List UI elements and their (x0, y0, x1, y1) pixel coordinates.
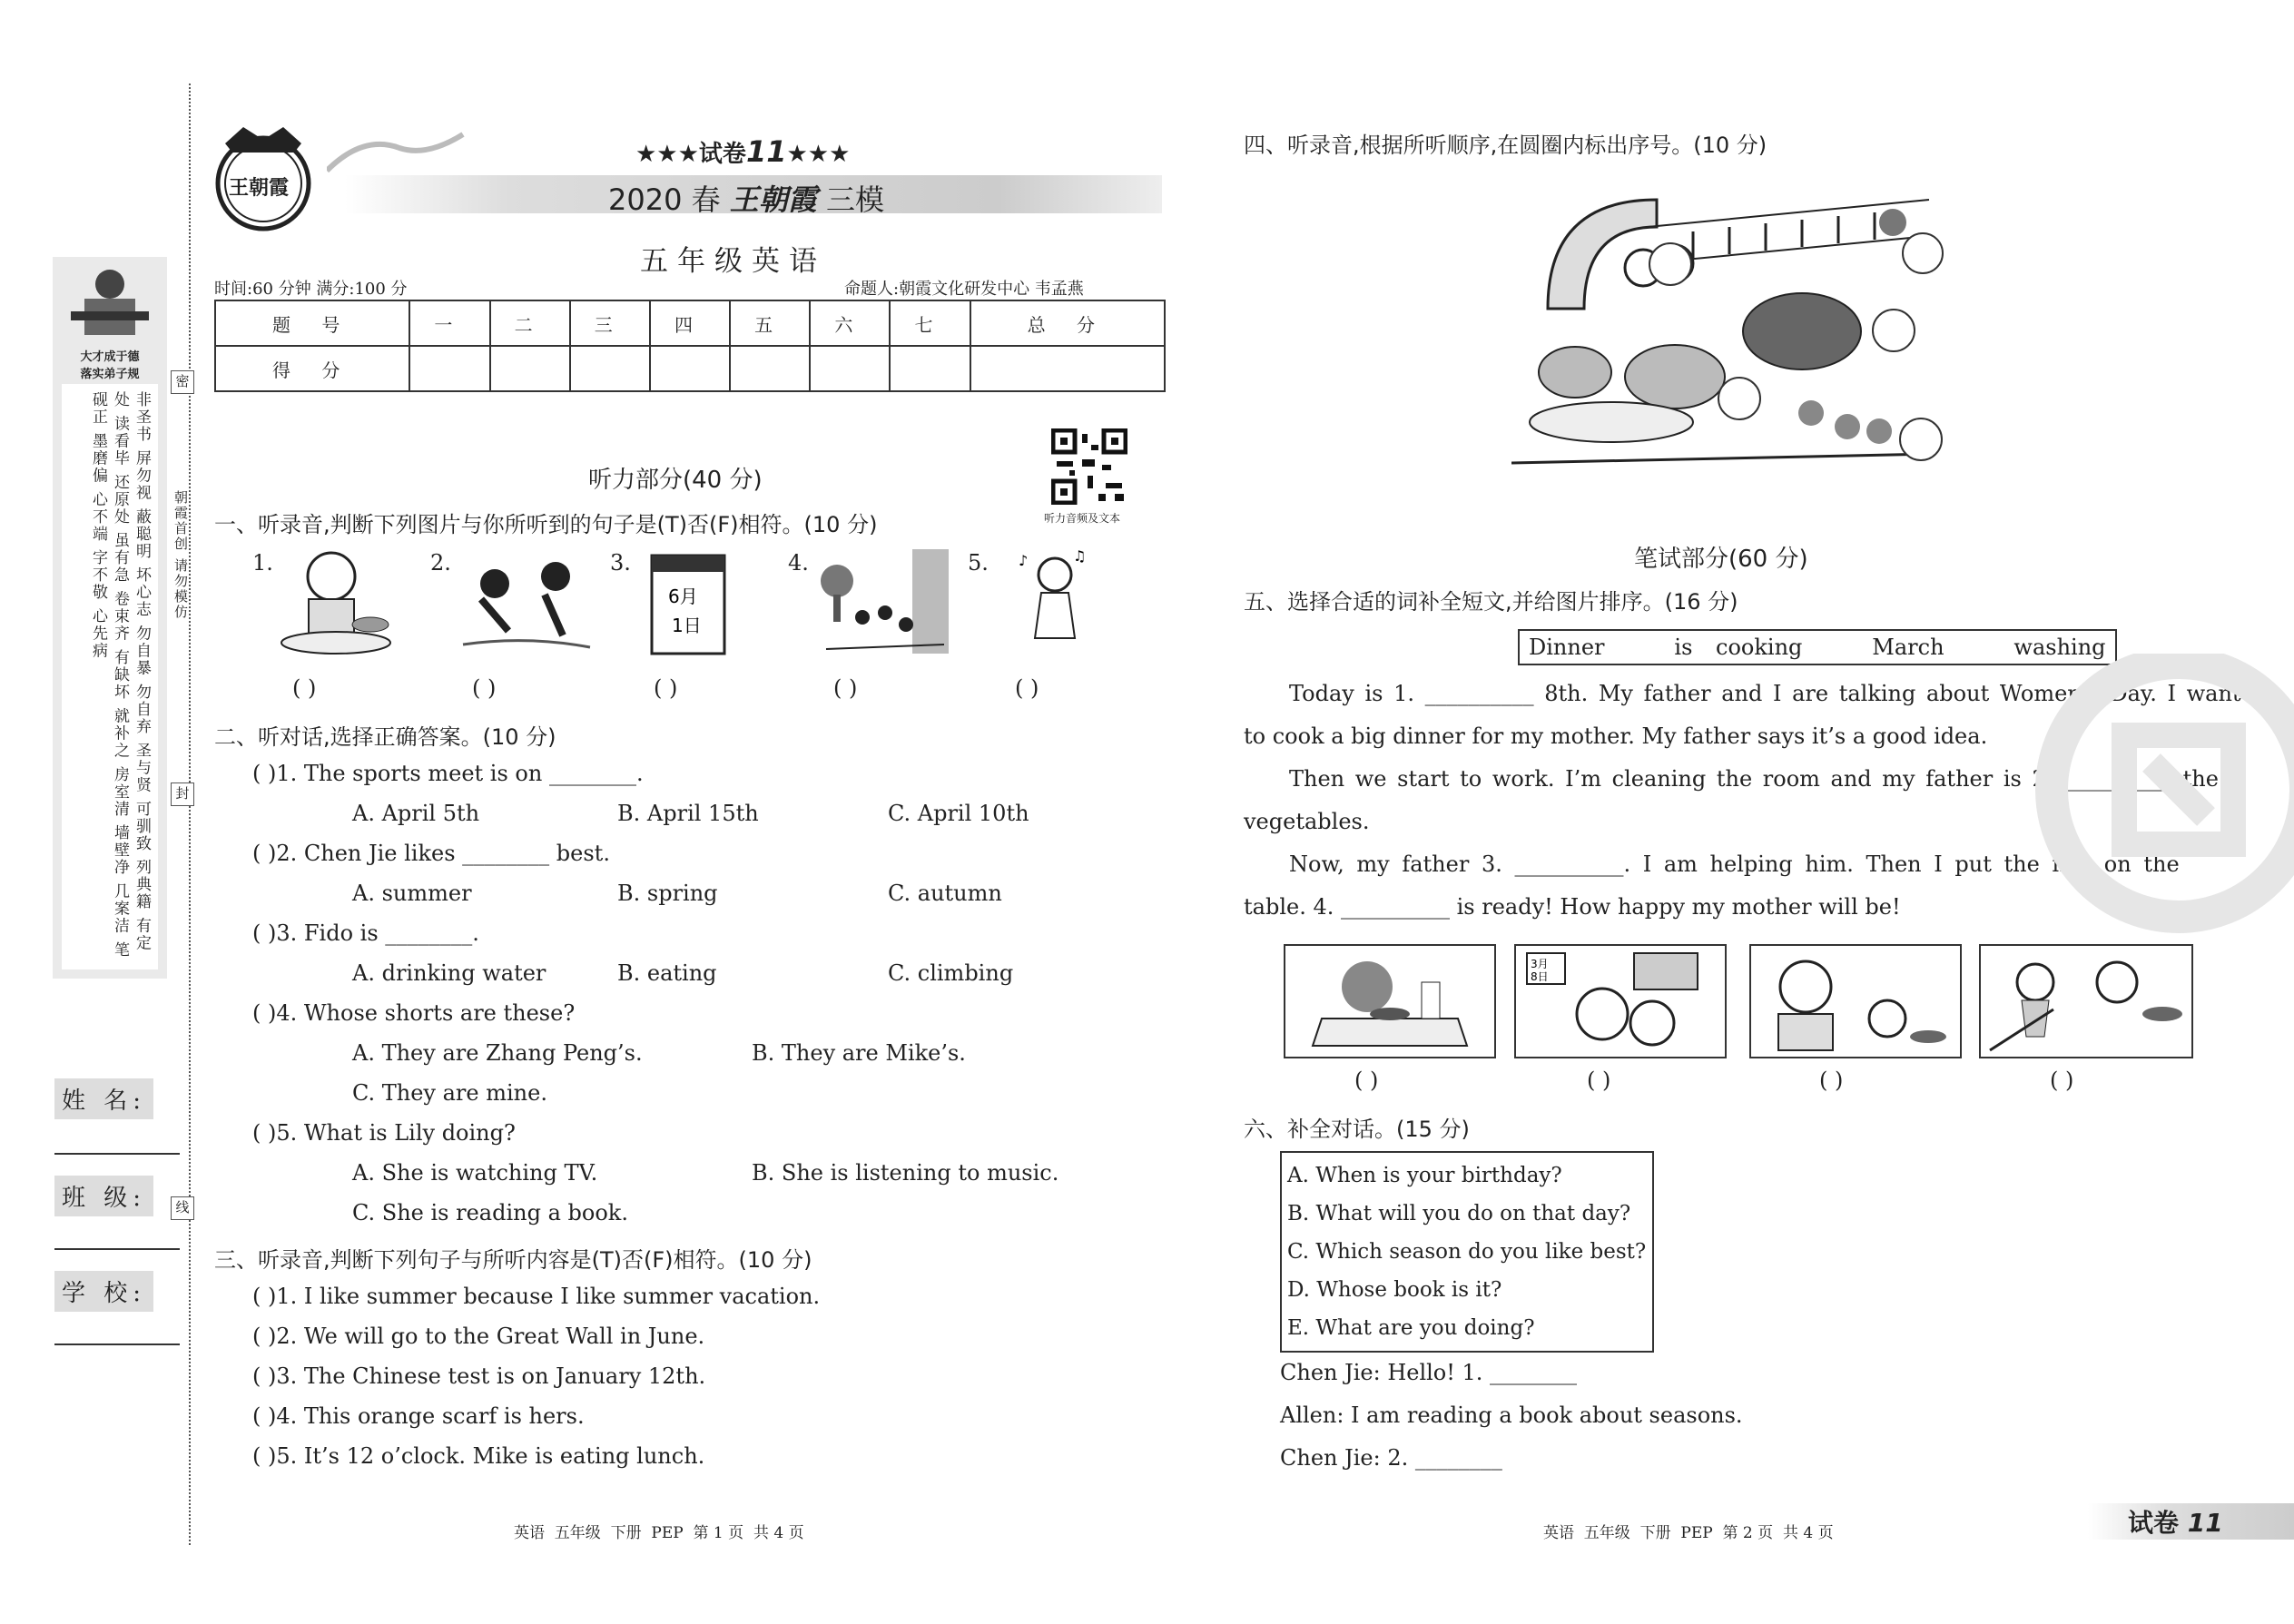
score-cell: 二 (490, 300, 570, 346)
p1-label-4: 4. (788, 550, 809, 576)
class-label: 班 级: (54, 1176, 153, 1216)
p1-answer-1[interactable]: ( ) (292, 675, 317, 701)
school-field[interactable] (54, 1343, 180, 1345)
motto-line-1: 大才成于德 (80, 350, 140, 364)
logo-text: 王朝霞 (229, 177, 290, 200)
listening-heading: 听力部分(40 分) (588, 467, 763, 494)
p2-question-4: ( )4. Whose shorts are these? (252, 1000, 576, 1026)
part6-title: 六、补全对话。(15 分) (1244, 1117, 1470, 1142)
qr-code-icon (1051, 428, 1127, 505)
calendar-day-text: 8日 (1531, 970, 1549, 983)
p3-statement-1: ( )1. I like summer because I like summer vacation. (252, 1284, 821, 1309)
passage-line-3a: Now, my father 3. __________. I am helping him. Then I put the fish on the (1289, 851, 2180, 877)
part1-title: 一、听录音,判断下列图片与你所听到的句子是(T)否(F)相符。(10 分) (214, 512, 878, 537)
p3-statement-4: ( )4. This orange scarf is hers. (252, 1403, 585, 1429)
p5-order-4[interactable]: ( ) (2050, 1068, 2074, 1093)
score-cell: 总 分 (970, 300, 1165, 346)
p2-option: C. They are mine. (352, 1080, 547, 1106)
score-cell: 三 (570, 300, 650, 346)
score-input[interactable] (970, 346, 1165, 391)
zoo-scene-picture (1511, 182, 1934, 481)
p1-answer-4[interactable]: ( ) (833, 675, 858, 701)
p2-option: A. She is watching TV. (352, 1160, 598, 1186)
subject-title: 五年级英语 (640, 245, 826, 278)
scholar-figure-icon (53, 257, 167, 343)
score-table-score-row (215, 346, 1165, 391)
score-table (214, 300, 1166, 392)
p2-option: B. eating (617, 960, 717, 986)
order-circle-monkey[interactable] (1902, 232, 1944, 274)
paper-tag-stars: ★★★试卷 (635, 141, 746, 168)
title-suffix: 三模 (825, 182, 884, 217)
score-row-label: 得 分 (215, 346, 409, 391)
part3-title: 三、听录音,判断下列句子与所听内容是(T)否(F)相符。(10 分) (214, 1247, 812, 1273)
p2-option: C. She is reading a book. (352, 1200, 628, 1225)
p1-answer-2[interactable]: ( ) (472, 675, 497, 701)
name-field[interactable] (54, 1153, 180, 1155)
score-table-header-row (215, 300, 1165, 346)
motto-line-2: 落实弟子规 (80, 368, 140, 381)
p5-order-3[interactable]: ( ) (1819, 1068, 1844, 1093)
p1-label-1: 1. (252, 550, 273, 576)
passage-line-2b: vegetables. (1244, 809, 1370, 834)
ribbon-decoration (327, 116, 472, 180)
title-year: 2020 春 (608, 182, 721, 217)
score-cell: 一 (409, 300, 489, 346)
p5-order-2[interactable]: ( ) (1587, 1068, 1611, 1093)
time-info: 时间:60 分钟 满分:100 分 (214, 280, 408, 299)
calendar-month-text: 6月 (668, 586, 698, 607)
corner-tag-number: 11 (2187, 1508, 2223, 1538)
dialogue-options-box (1280, 1151, 1654, 1353)
part2-title: 二、听对话,选择正确答案。(10 分) (214, 724, 556, 750)
order-circle-rabbits[interactable] (1899, 418, 1943, 461)
music-note-icon: ♪ (1019, 552, 1029, 569)
watermark-seal (2006, 654, 2294, 980)
class-field[interactable] (54, 1248, 180, 1250)
boy-eating-picture (272, 545, 399, 663)
cleaning-picture (1979, 944, 2193, 1058)
music-note-icon: ♫ (1073, 547, 1087, 565)
copyright-note: 朝霞首创 请勿模仿 (172, 490, 189, 620)
kids-playing-picture (817, 545, 953, 658)
score-cell: 四 (650, 300, 730, 346)
dialogue-line-2: Allen: I am reading a book about seasons. (1280, 1403, 1743, 1428)
p2-option: B. spring (617, 881, 718, 906)
corner-tag-label: 试卷 (2128, 1508, 2180, 1538)
father-son-talking-picture (1514, 944, 1727, 1058)
dialogue-line-3: Chen Jie: 2. ________ (1280, 1445, 1502, 1471)
seal-label: 密 (171, 370, 194, 394)
p5-order-1[interactable]: ( ) (1354, 1068, 1379, 1093)
written-heading: 笔试部分(60 分) (1634, 546, 1808, 573)
p3-statement-2: ( )2. We will go to the Great Wall in June. (252, 1324, 705, 1349)
p2-question-5: ( )5. What is Lily doing? (252, 1120, 516, 1146)
score-input[interactable] (650, 346, 730, 391)
calendar-month-text: 3月 (1531, 958, 1549, 970)
score-input[interactable] (810, 346, 890, 391)
dinner-table-picture (1284, 944, 1496, 1058)
p1-answer-3[interactable]: ( ) (654, 675, 678, 701)
dialogue-option: C. Which season do you like best? (1287, 1240, 1647, 1264)
p2-option: B. She is listening to music. (752, 1160, 1059, 1186)
p2-question-1: ( )1. The sports meet is on ________. (252, 761, 644, 786)
title-brand: 王朝霞 (729, 182, 817, 217)
p2-option: A. drinking water (352, 960, 546, 986)
p2-question-2: ( )2. Chen Jie likes ________ best. (252, 841, 610, 866)
passage-line-1a: Today is 1. __________ 8th. My father and I are talking about Women’s Day. I want (1289, 681, 2241, 706)
p1-label-3: 3. (610, 550, 631, 576)
p3-statement-3: ( )3. The Chinese test is on January 12th. (252, 1363, 706, 1389)
name-label: 姓 名: (54, 1078, 153, 1119)
p1-answer-5[interactable]: ( ) (1015, 675, 1039, 701)
dialogue-option: A. When is your birthday? (1287, 1164, 1562, 1187)
p2-option: A. They are Zhang Peng’s. (352, 1040, 643, 1066)
school-label: 学 校: (54, 1271, 153, 1312)
feng-label: 封 (171, 782, 194, 806)
score-input[interactable] (409, 346, 489, 391)
p1-label-2: 2. (430, 550, 451, 576)
paper-number: 11 (745, 134, 787, 169)
paper-tag-stars-end: ★★★ (786, 141, 851, 168)
score-cell: 题 号 (215, 300, 409, 346)
order-circle-bear[interactable] (1872, 309, 1915, 352)
passage-line-2a: Then we start to work. I’m cleaning the room and my father is 2. __________ the (1289, 766, 2219, 792)
dialogue-line-1: Chen Jie: Hello! 1. ________ (1280, 1360, 1578, 1385)
dialogue-option: D. Whose book is it? (1287, 1278, 1502, 1302)
kids-planting-picture (454, 549, 599, 658)
dialogue-option: B. What will you do on that day? (1287, 1202, 1631, 1225)
motto-couplets: 非圣书 屏勿视 蔽聪明 坏心志 勿自暴 勿自弃 圣与贤 可驯致 列典籍 有定处 读看毕 还原处 虽有急 卷束齐 有缺坏 就补之 房室清 墙壁净 几案洁 笔砚正 墨磨偏 心不端 字不敬 心先病 (62, 384, 158, 969)
binding-dotted-line (189, 84, 191, 1545)
p1-label-5: 5. (968, 550, 989, 576)
p2-option: A. summer (352, 881, 472, 906)
footer-page-1: 英语 五年级 下册 PEP 第 1 页 共 4 页 (514, 1524, 804, 1542)
p2-option: B. They are Mike’s. (752, 1040, 966, 1066)
score-cell: 六 (810, 300, 890, 346)
score-input[interactable] (890, 346, 970, 391)
p2-option: C. April 10th (888, 801, 1029, 826)
score-cell: 七 (890, 300, 970, 346)
p2-option: A. April 5th (352, 801, 480, 826)
score-input[interactable] (490, 346, 570, 391)
order-circle-elephants[interactable] (1718, 377, 1761, 420)
score-cell: 五 (730, 300, 810, 346)
p2-option: C. climbing (888, 960, 1014, 986)
girl-listening-music-picture (1019, 547, 1091, 661)
dialogue-option: E. What are you doing? (1287, 1316, 1535, 1340)
exam-title (608, 177, 884, 219)
p2-option: C. autumn (888, 881, 1002, 906)
qr-caption: 听力音频及文本 (1044, 512, 1121, 525)
footer-page-2: 英语 五年级 下册 PEP 第 2 页 共 4 页 (1543, 1524, 1834, 1542)
passage-line-3b: table. 4. __________ is ready! How happy my mother will be! (1244, 894, 1901, 920)
p2-question-3: ( )3. Fido is ________. (252, 920, 479, 946)
p3-statement-5: ( )5. It’s 12 o’clock. Mike is eating lunch. (252, 1443, 705, 1469)
score-input[interactable] (570, 346, 650, 391)
paper-tag (635, 134, 850, 169)
order-circle-pandas[interactable] (1649, 242, 1692, 286)
author-info: 命题人:朝霞文化研发中心 韦孟燕 (844, 280, 1084, 299)
calendar-day-text: 1日 (672, 615, 702, 636)
score-input[interactable] (730, 346, 810, 391)
part4-title: 四、听录音,根据所听顺序,在圆圈内标出序号。(10 分) (1244, 133, 1767, 158)
word-bank-box: Dinner is cooking March washing (1518, 629, 2117, 665)
calendar-picture (643, 545, 733, 658)
passage-line-1b: to cook a big dinner for my mother. My father says it’s a good idea. (1244, 723, 1988, 749)
sidebar-motto-panel (53, 257, 167, 979)
cooking-picture (1749, 944, 1962, 1058)
part5-title: 五、选择合适的词补全短文,并给图片排序。(16 分) (1244, 589, 1738, 615)
p2-option: B. April 15th (617, 801, 759, 826)
corner-tag (2128, 1503, 2223, 1540)
xian-label: 线 (171, 1196, 194, 1220)
